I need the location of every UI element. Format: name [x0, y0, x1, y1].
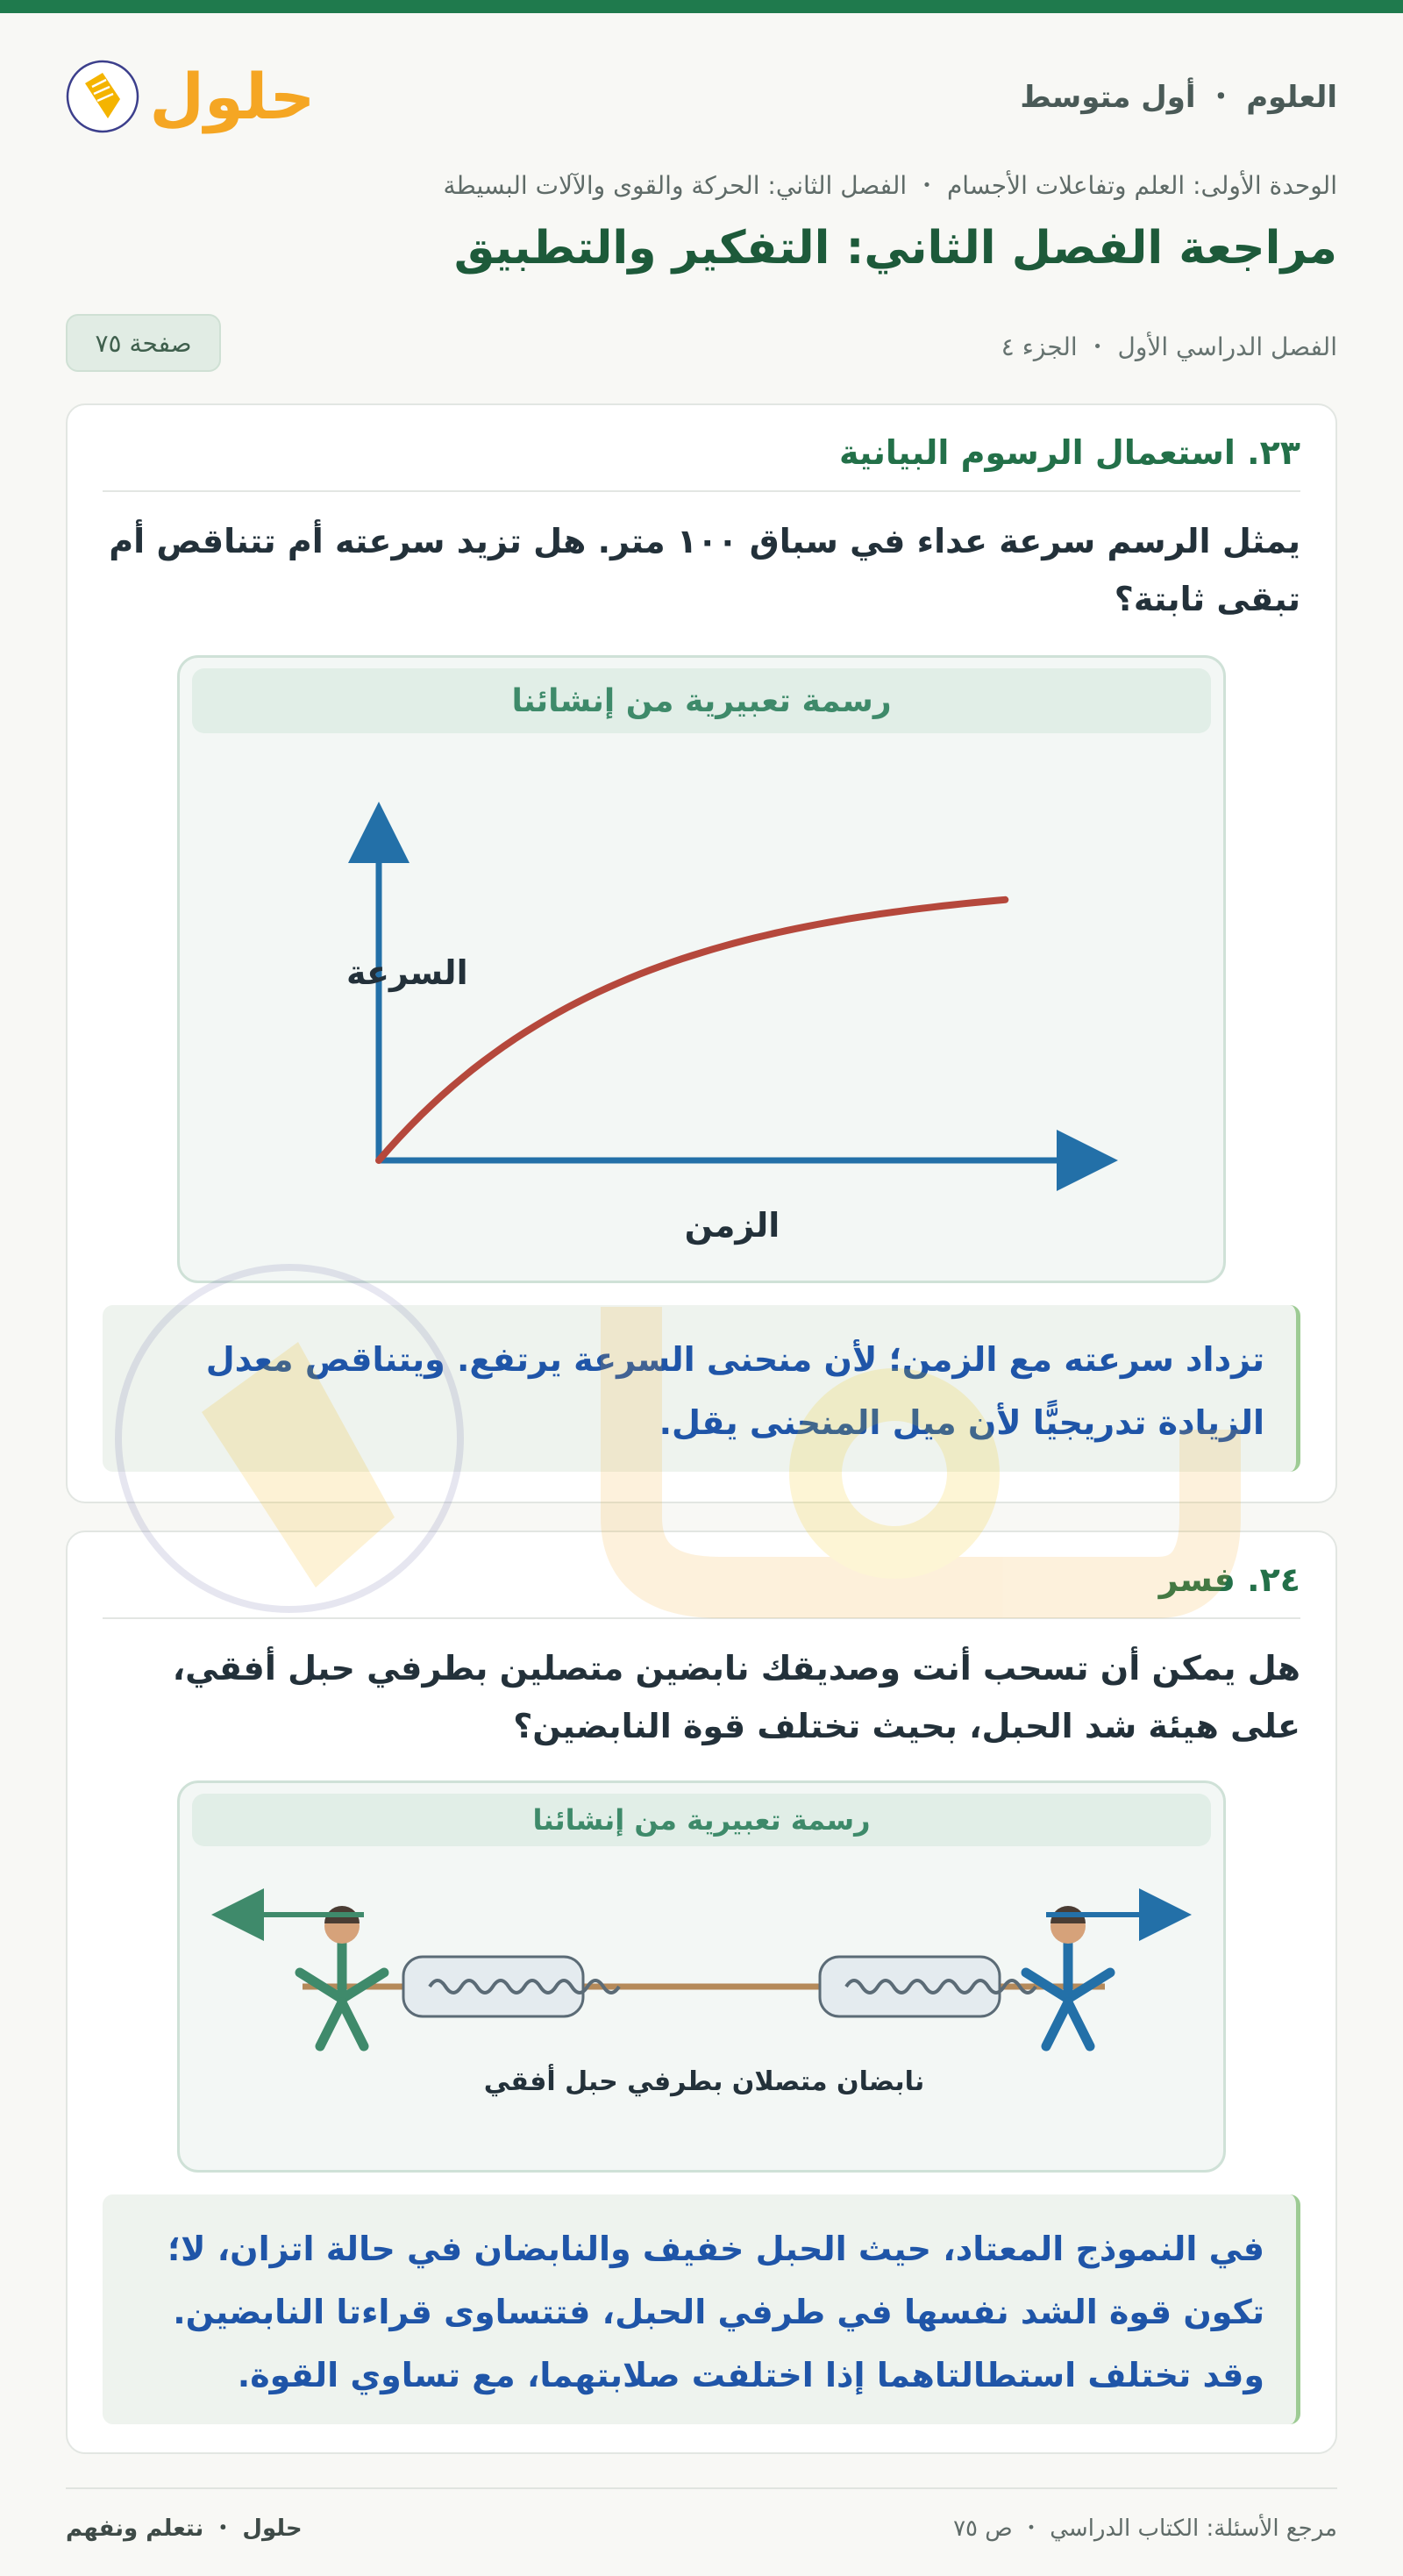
y-axis-label: السرعة — [346, 953, 468, 992]
question-card-23 — [66, 403, 1337, 1503]
figure-caption: رسمة تعبيرية من إنشائنا — [192, 1794, 1211, 1846]
springs-figure — [177, 1780, 1226, 2173]
breadcrumb: الوحدة الأولى: العلم وتفاعلات الأجسام ・ الفصل الثاني: الحركة والقوى والآلات البسيطة — [443, 171, 1337, 200]
header — [66, 48, 1337, 145]
answer-box: تزداد سرعته مع الزمن؛ لأن منحنى السرعة يرتفع. ويتناقص معدل الزيادة تدريجيًّا لأن ميل المنحنى يقل. — [103, 1305, 1300, 1472]
divider — [103, 490, 1300, 492]
page-title: مراجعة الفصل الثاني: التفكير والتطبيق — [453, 222, 1337, 275]
divider — [103, 1617, 1300, 1619]
top-accent-bar — [0, 0, 1403, 13]
footer-divider — [66, 2487, 1337, 2489]
question-text: يمثل الرسم سرعة عداء في سباق ١٠٠ متر. هل تزيد سرعته أم تتناقص أم تبقى ثابتة؟ — [109, 522, 1300, 618]
speed-curve — [379, 900, 1005, 1160]
figure-label: نابضان متصلان بطرفي حبل أفقي — [483, 2066, 925, 2097]
figure-caption: رسمة تعبيرية من إنشائنا — [192, 668, 1211, 733]
x-axis-label: الزمن — [684, 1206, 780, 1245]
page-number-badge: صفحة ٧٥ — [66, 314, 221, 372]
subject-label: العلوم ・ أول متوسط — [1020, 80, 1337, 115]
answer-box: في النموذج المعتاد، حيث الحبل خفيف والنابضان في حالة اتزان، لا؛ تكون قوة الشد نفسها في طرفي الحبل، فتتساوى قراءتا النابضين. وقد تختلف استطالتاهما إذا اختلفت صلابتهما، مع تساوي القوة. — [103, 2194, 1300, 2424]
site-logo[interactable] — [66, 48, 316, 145]
question-card-24 — [66, 1531, 1337, 2454]
question-heading: ٢٣. استعمال الرسوم البيانية — [839, 433, 1300, 472]
question-heading: ٢٤. فسر — [1158, 1560, 1300, 1599]
speed-time-chart — [180, 658, 1229, 1286]
spring-right — [820, 1957, 1036, 2016]
question-text: هل يمكن أن تسحب أنت وصديقك نابضين متصلين بطرفي حبل أفقي، على هيئة شد الحبل، بحيث تختلف قوة النابضين؟ — [172, 1649, 1300, 1745]
speed-time-figure — [177, 655, 1226, 1283]
book-icon — [68, 61, 138, 132]
footer-reference: مرجع الأسئلة: الكتاب الدراسي ・ ص ٧٥ — [953, 2515, 1337, 2542]
logo-text: حلول — [149, 60, 316, 133]
spring-left — [403, 1957, 619, 2016]
springs-diagram — [180, 1783, 1229, 2175]
semester-label: الفصل الدراسي الأول ・ الجزء ٤ — [1001, 332, 1337, 361]
footer-brand[interactable]: حلول ・ نتعلم ونفهم — [66, 2515, 303, 2542]
